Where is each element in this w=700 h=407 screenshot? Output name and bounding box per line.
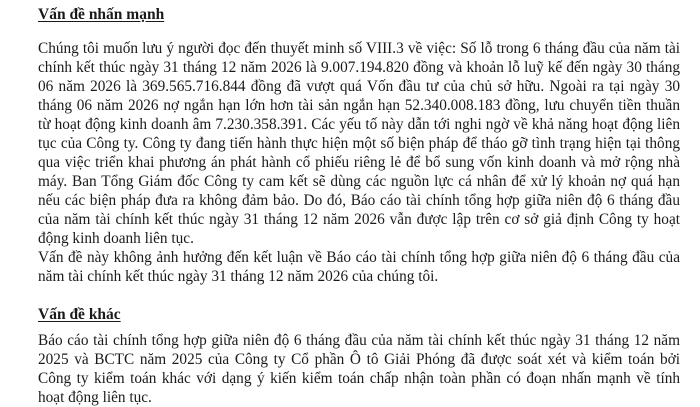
paragraph-line: từ hoạt động kinh doanh âm 7.230.358.391. Các yếu tố này dẫn tới nghi ngờ về khả năng hoạt động liên [38,116,680,133]
paragraph-line: Báo cáo tài chính tổng hợp giữa niên độ 6 tháng đầu của năm tài chính kết thúc ngày 31 tháng 12 năm [38,332,680,349]
paragraph-line: 06 năm 2026 là 369.565.716.844 đồng đã vượt quá Vốn đầu tư của chủ sở hữu. Ngoài ra tại ngày 30 [38,78,680,95]
paragraph-line: động kinh doanh liên tục. [38,230,194,247]
paragraph-line: máy. Ban Tổng Giám đốc Công ty cam kết sẽ dùng các nguồn lực cá nhân để xử lý khoản nợ quá hạn [38,173,680,190]
paragraph-line: nếu các biện pháp đưa ra không đảm bảo. Do đó, Báo cáo tài chính tổng hợp giữa niên độ 6 tháng đầu [38,192,680,209]
paragraph-line: tháng 06 năm 2026 nợ ngắn hạn lớn hơn tài sản ngắn hạn 52.340.008.183 đồng, lưu chuyển tiền thuần [38,97,680,114]
section-heading-other-matters: Vấn đề khác [38,306,121,323]
paragraph-line: chính kết thúc ngày 31 tháng 12 năm 2026 là 9.007.194.820 đồng và khoản lỗ luỹ kế đến ngày 30 tháng [38,59,680,76]
paragraph-line: Công ty kiểm toán khác với dạng ý kiến kiểm toán chấp nhận toàn phần có đoạn nhấn mạnh về tính [38,370,680,387]
paragraph-line: Vấn đề này không ảnh hưởng đến kết luận về Báo cáo tài chính tổng hợp giữa niên độ 6 tháng đầu của [38,249,680,266]
paragraph-line: của năm tài chính kết thúc ngày 31 tháng 12 năm 2026 vẫn được lập trên cơ sở giả định Công ty hoạt [38,211,680,228]
paragraph-line: tục của Công ty. Công ty đang tiến hành thực hiện một số biện pháp để tháo gỡ tình trạng hiện tại thông [38,135,680,152]
paragraph-line: năm tài chính kết thúc ngày 31 tháng 12 năm 2026 của chúng tôi. [38,268,439,285]
paragraph-line: 2025 và BCTC năm 2025 của Công ty Cổ phần Ô tô Giải Phóng đã được soát xét và kiểm toán bởi [38,351,680,368]
paragraph-line: qua việc triển khai phương án phát hành cổ phiếu riêng lẻ để bổ sung vốn kinh doanh và mở rộng nhà [38,154,680,171]
section-heading-emphasis: Vấn đề nhấn mạnh [38,6,165,23]
paragraph-line: hoạt động liên tục. [38,389,152,406]
paragraph-line: Chúng tôi muốn lưu ý người đọc đến thuyết minh số VIII.3 về việc: Số lỗ trong 6 tháng đầu của năm tài [38,40,680,57]
